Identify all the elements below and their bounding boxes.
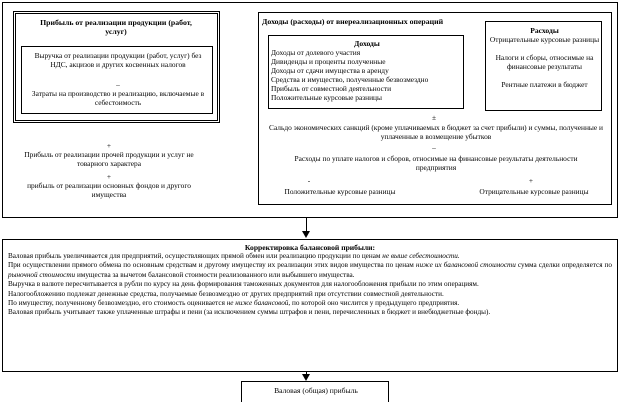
- income-item: Доходы от сдачи имущества в аренду: [271, 66, 389, 75]
- gross-profit-label: Валовая (общая) прибыль: [274, 386, 358, 395]
- non-operating-title: Доходы (расходы) от внереализационных операций: [262, 17, 444, 26]
- expenses-item: Отрицательные курсовые разницы: [489, 35, 600, 44]
- correction-title: Корректировка балансовой прибыли:: [244, 243, 376, 252]
- income-item: Прибыль от совместной деятельности: [271, 84, 392, 93]
- sales-profit-title: Прибыль от реализации продукции (работ, услуг): [40, 18, 192, 36]
- sanctions-text: Сальдо экономических санкций (кроме уплачиваемых в бюджет за счет прибыли) и суммы, полученные и уплаченные в возмещение убытков: [269, 123, 603, 141]
- expenses-box: [485, 21, 602, 111]
- revenue-text: Выручка от реализации продукции (работ, услуг) без НДС, акцизов и других косвенных налогов: [34, 51, 202, 69]
- plusminus-sign: ±: [431, 113, 437, 122]
- arrow-down-icon: [302, 374, 310, 381]
- gross-profit-box: [241, 381, 389, 402]
- arrow-down-icon: [302, 231, 310, 238]
- correction-box: [2, 239, 618, 372]
- income-item: Положительные курсовые разницы: [271, 93, 382, 102]
- correction-paragraph: При осуществлении прямого обмена по основным средствам и другому имуществу их реализации этих видов имущества по ценам ниже их балансовой стоимости сумма сделки определяется по рыночной стоимости имущества за вычетом балансовой стоимости реализованного или выбывшего имущества.: [8, 261, 612, 279]
- expenses-item: Рентные платежи в бюджет: [501, 80, 588, 89]
- income-item: Доходы от долевого участия: [271, 48, 361, 57]
- non-operating-box: [258, 12, 612, 205]
- plus-sign-1: +: [106, 141, 112, 150]
- other-sales-text: Прибыль от реализации прочей продукции и услуг не товарного характера: [24, 150, 194, 168]
- income-item: Средства и имущество, полученные безвозмездно: [271, 75, 429, 84]
- correction-paragraph: Выручка в валюте пересчитывается в рубли по курсу на день формирования таможенных документов для налогообложения прибыли по этим операциям.: [8, 280, 479, 289]
- taxes-text: Расходы по уплате налогов и сборов, относимые на финансовые результаты деятельности предприятия: [294, 154, 578, 172]
- plus-sign-2: +: [106, 172, 112, 181]
- costs-text: Затраты на производство и реализацию, включаемые в себестоимость: [31, 89, 205, 107]
- correction-paragraph: По имуществу, полученному безвозмездно, его стоимость оценивается не ниже балансовой, по которой оно числится у предыдущего предприятия.: [8, 299, 460, 308]
- correction-paragraph: Валовая прибыль учитывает также уплаченные штрафы и пени (за исключением суммы штрафов и пени, перечисленных в бюджет и внебюджетные фонды).: [8, 308, 491, 317]
- sales-profit-box: [15, 13, 218, 121]
- income-item: Дивиденды и проценты полученные: [271, 57, 386, 66]
- minus-sign: –: [116, 80, 120, 89]
- negative-diff-text: Отрицательные курсовые разницы: [479, 187, 589, 196]
- income-title: Доходы: [354, 39, 380, 48]
- income-box: [268, 35, 464, 109]
- correction-text: [8, 252, 612, 318]
- correction-paragraph: Валовая прибыль увеличивается для предприятий, осуществляющих прямой обмен или реализацию продукции по ценам не выше себестоимости.: [8, 252, 460, 260]
- plus-sign-3: +: [528, 176, 534, 185]
- fixed-assets-text: прибыль от реализации основных фондов и другого имущества: [27, 181, 191, 199]
- expenses-title: Расходы: [530, 26, 559, 35]
- minus-sign-2: -: [307, 176, 311, 185]
- revenue-costs-inner-box: [21, 46, 213, 114]
- expenses-item: Налоги и сборы, относимые на финансовые результаты: [495, 53, 594, 71]
- income-list: [271, 48, 463, 102]
- positive-diff-text: Положительные курсовые разницы: [284, 187, 396, 196]
- dash-sign: –: [432, 143, 436, 152]
- correction-paragraph: Налогообложению подлежат денежные средства, получаемые безвозмездно от других предприятий при отсутствии совместной деятельности.: [8, 289, 444, 298]
